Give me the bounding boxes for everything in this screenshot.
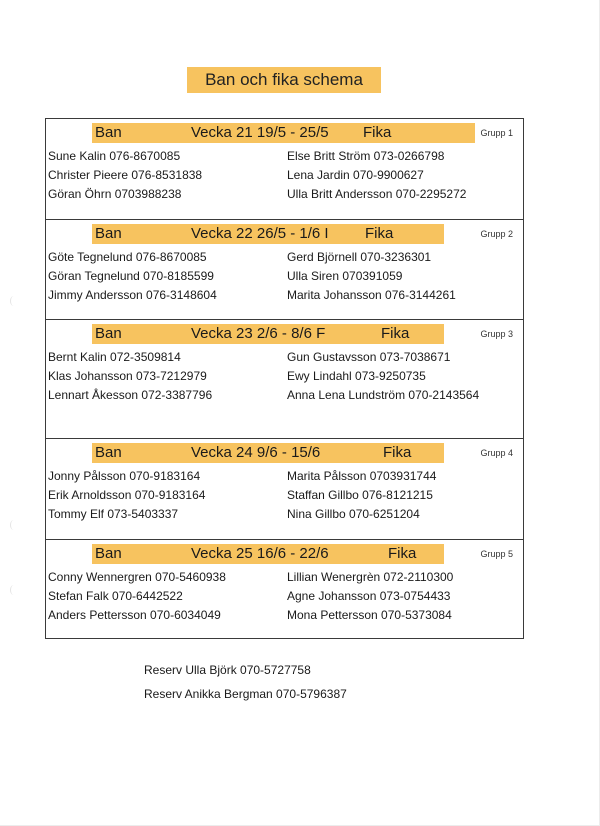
ban-label: Ban [95, 325, 122, 342]
member-entry: Stefan Falk 070-6442522 [48, 589, 183, 603]
group-box-3 [45, 319, 524, 438]
member-entry: Erik Arnoldsson 070-9183164 [48, 488, 206, 502]
group-label: Grupp 3 [480, 329, 513, 339]
group-label: Grupp 5 [480, 549, 513, 559]
ban-members [48, 348, 212, 405]
member-entry: Marita Pålsson 0703931744 [287, 469, 437, 483]
member-entry: Anders Pettersson 070-6034049 [48, 608, 221, 622]
member-entry: Nina Gillbo 070-6251204 [287, 507, 420, 521]
member-entry: Tommy Elf 073-5403337 [48, 507, 179, 521]
fika-members [287, 467, 436, 524]
week-header [92, 224, 444, 244]
fika-members [287, 248, 456, 305]
week-label: Vecka 21 19/5 - 25/5 [191, 124, 329, 141]
week-header [92, 123, 475, 143]
member-entry: Göran Tegnelund 070-8185599 [48, 269, 214, 283]
member-entry: Staffan Gillbo 076-8121215 [287, 488, 433, 502]
week-label: Vecka 23 2/6 - 8/6 F [191, 325, 326, 342]
ban-label: Ban [95, 444, 122, 461]
member-entry: Ewy Lindahl 073-9250735 [287, 369, 426, 383]
member-entry: Else Britt Ström 073-0266798 [287, 149, 445, 163]
ban-members [48, 467, 205, 524]
ban-members [48, 147, 202, 204]
member-entry: Bernt Kalin 072-3509814 [48, 350, 181, 364]
group-label: Grupp 1 [480, 128, 513, 138]
group-box-5 [45, 539, 524, 639]
punch-hole-mark [10, 296, 17, 306]
member-entry: Agne Johansson 073-0754433 [287, 589, 451, 603]
reserve-entry: Reserv Ulla Björk 070-5727758 [144, 663, 311, 677]
fika-label: Fika [381, 325, 410, 342]
member-entry: Gun Gustavsson 073-7038671 [287, 350, 451, 364]
document-title: Ban och fika schema [187, 67, 381, 93]
member-entry: Jimmy Andersson 076-3148604 [48, 288, 217, 302]
member-entry: Lennart Åkesson 072-3387796 [48, 388, 213, 402]
fika-label: Fika [363, 124, 392, 141]
fika-members [287, 568, 453, 625]
member-entry: Göran Öhrn 0703988238 [48, 187, 182, 201]
member-entry: Conny Wennergren 070-5460938 [48, 570, 226, 584]
week-label: Vecka 24 9/6 - 15/6 [191, 444, 321, 461]
ban-label: Ban [95, 225, 122, 242]
member-entry: Ulla Siren 070391059 [287, 269, 403, 283]
member-entry: Klas Johansson 073-7212979 [48, 369, 207, 383]
fika-label: Fika [388, 545, 417, 562]
group-box-1 [45, 118, 524, 219]
member-entry: Marita Johansson 076-3144261 [287, 288, 456, 302]
group-box-4 [45, 438, 524, 539]
fika-label: Fika [365, 225, 394, 242]
ban-members [48, 568, 226, 625]
member-entry: Jonny Pålsson 070-9183164 [48, 469, 201, 483]
week-label: Vecka 25 16/6 - 22/6 [191, 545, 329, 562]
member-entry: Christer Pieere 076-8531838 [48, 168, 203, 182]
week-header [92, 544, 444, 564]
member-entry: Lena Jardin 070-9900627 [287, 168, 424, 182]
group-label: Grupp 4 [480, 448, 513, 458]
fika-label: Fika [383, 444, 412, 461]
week-header [92, 443, 444, 463]
member-entry: Göte Tegnelund 076-8670085 [48, 250, 207, 264]
group-label: Grupp 2 [480, 229, 513, 239]
ban-label: Ban [95, 545, 122, 562]
group-box-2 [45, 219, 524, 319]
member-entry: Mona Pettersson 070-5373084 [287, 608, 452, 622]
fika-members [287, 147, 466, 204]
reserve-entry: Reserv Anikka Bergman 070-5796387 [144, 687, 347, 701]
ban-members [48, 248, 217, 305]
week-header [92, 324, 444, 344]
member-entry: Lillian Wenergrèn 072-2110300 [287, 570, 454, 584]
member-entry: Gerd Björnell 070-3236301 [287, 250, 432, 264]
ban-label: Ban [95, 124, 122, 141]
member-entry: Sune Kalin 076-8670085 [48, 149, 181, 163]
punch-hole-mark [10, 520, 17, 530]
punch-hole-mark [10, 585, 17, 595]
member-entry: Anna Lena Lundström 070-2143564 [287, 388, 480, 402]
week-label: Vecka 22 26/5 - 1/6 I [191, 225, 329, 242]
fika-members [287, 348, 479, 405]
member-entry: Ulla Britt Andersson 070-2295272 [287, 187, 467, 201]
